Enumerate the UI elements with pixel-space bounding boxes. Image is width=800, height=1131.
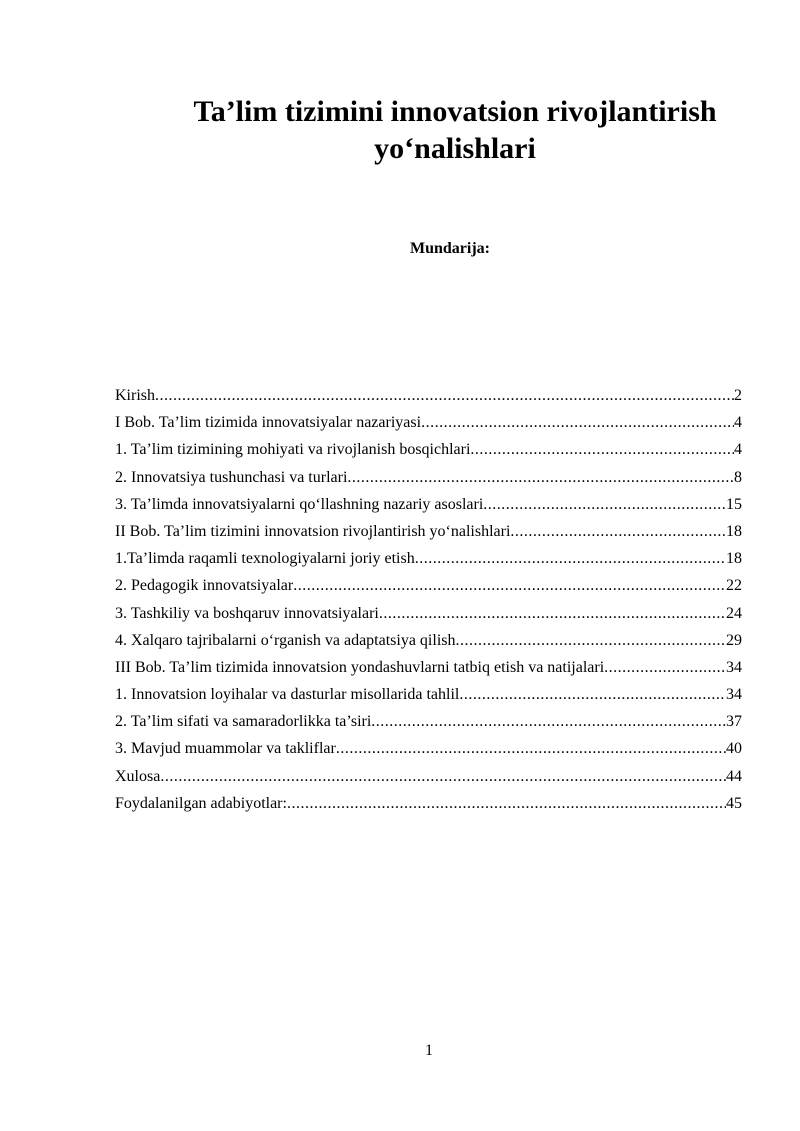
toc-entry-page: 29 [726, 631, 742, 649]
toc-entry-page: 37 [726, 713, 742, 731]
toc-entry [115, 518, 742, 545]
toc-leader-dots [459, 681, 726, 708]
toc-entry [115, 545, 742, 572]
toc-leader-dots [155, 382, 734, 409]
toc-leader-dots [510, 518, 726, 545]
toc-entry-page: 4 [734, 414, 742, 432]
toc-leader-dots [421, 409, 734, 436]
toc-leader-dots [456, 627, 727, 654]
toc-entry-label: I Bob. Ta’lim tizimida innovatsiyalar nazariyasi [115, 414, 422, 432]
toc-entry [115, 627, 742, 654]
toc-heading: Mundarija: [410, 240, 490, 257]
toc-leader-dots [287, 790, 726, 817]
toc-entry-page: 34 [726, 658, 742, 676]
toc-entry-label: 2. Pedagogik innovatsiyalar [115, 577, 294, 595]
toc-entry-page: 18 [726, 550, 742, 568]
toc-entry-page: 2 [734, 387, 742, 404]
toc-leader-dots [379, 600, 726, 627]
toc-entry-label: 4. Xalqaro tajribalarni o‘rganish va adaptatsiya qilish [115, 631, 456, 649]
toc-entry-label: 1. Innovatsion loyihalar va dasturlar misollarida tahlil [115, 686, 460, 704]
toc-entry-page: 18 [726, 522, 742, 540]
toc-leader-dots [604, 654, 726, 681]
toc-leader-dots [470, 436, 734, 463]
toc-entry-label: Kirish [115, 387, 155, 404]
toc-leader-dots [160, 763, 726, 790]
toc-entry [115, 436, 742, 463]
toc-entry-page: 34 [726, 686, 742, 704]
toc-entry-label: 3. Tashkiliy va boshqaruv innovatsiyalari [115, 604, 379, 622]
toc-leader-dots [483, 491, 726, 518]
toc-entry [115, 654, 742, 681]
toc-leader-dots [336, 735, 726, 762]
toc-entry [115, 491, 742, 518]
toc-entry [115, 409, 742, 436]
toc-entry [115, 382, 742, 409]
toc-leader-dots [415, 545, 726, 572]
table-of-contents [115, 382, 742, 817]
toc-entry [115, 600, 742, 627]
toc-entry-label: 1. Ta’lim tizimining mohiyati va rivojlanish bosqichlari [115, 441, 471, 459]
toc-entry-page: 40 [726, 740, 742, 758]
toc-entry-label: II Bob. Ta’lim tizimini innovatsion rivojlantirish yo‘nalishlari [115, 522, 511, 540]
toc-entry-page: 4 [734, 441, 742, 459]
toc-entry-label: 1.Ta’limda raqamli texnologiyalarni joriy etish [115, 550, 415, 568]
toc-entry [115, 708, 742, 735]
toc-leader-dots [293, 572, 726, 599]
toc-entry-page: 22 [726, 577, 742, 595]
toc-entry [115, 681, 742, 708]
toc-entry-label: III Bob. Ta’lim tizimida innovatsion yondashuvlarni tatbiq etish va natijalari [115, 658, 605, 676]
toc-entry-page: 45 [726, 794, 742, 812]
toc-entry [115, 763, 742, 790]
toc-entry-label: 3. Mavjud muammolar va takliflar [115, 740, 336, 758]
toc-entry-label: Xulosa [115, 767, 161, 785]
toc-entry-page: 8 [734, 468, 742, 486]
toc-entry-label: 2. Ta’lim sifati va samaradorlikka ta’siri [115, 713, 372, 731]
toc-entry-page: 24 [726, 604, 742, 622]
toc-entry [115, 735, 742, 762]
toc-entry-page: 44 [726, 767, 742, 785]
page-number: 1 [425, 1042, 433, 1059]
toc-leader-dots [371, 708, 726, 735]
document-title [170, 93, 740, 167]
title-line-1: Ta’lim tizimini innovatsion rivojlantirish [193, 95, 717, 128]
title-line-2: yo‘nalishlari [374, 132, 536, 165]
toc-entry-label: 3. Ta’limda innovatsiyalarni qo‘llashning nazariy asoslari [115, 495, 484, 513]
toc-entry [115, 464, 742, 491]
toc-leader-dots [347, 464, 734, 491]
toc-entry-label: 2. Innovatsiya tushunchasi va turlari [115, 468, 348, 486]
toc-entry [115, 790, 742, 817]
toc-entry-page: 15 [726, 495, 742, 513]
toc-entry-label: Foydalanilgan adabiyotlar: [115, 794, 287, 812]
toc-entry [115, 572, 742, 599]
